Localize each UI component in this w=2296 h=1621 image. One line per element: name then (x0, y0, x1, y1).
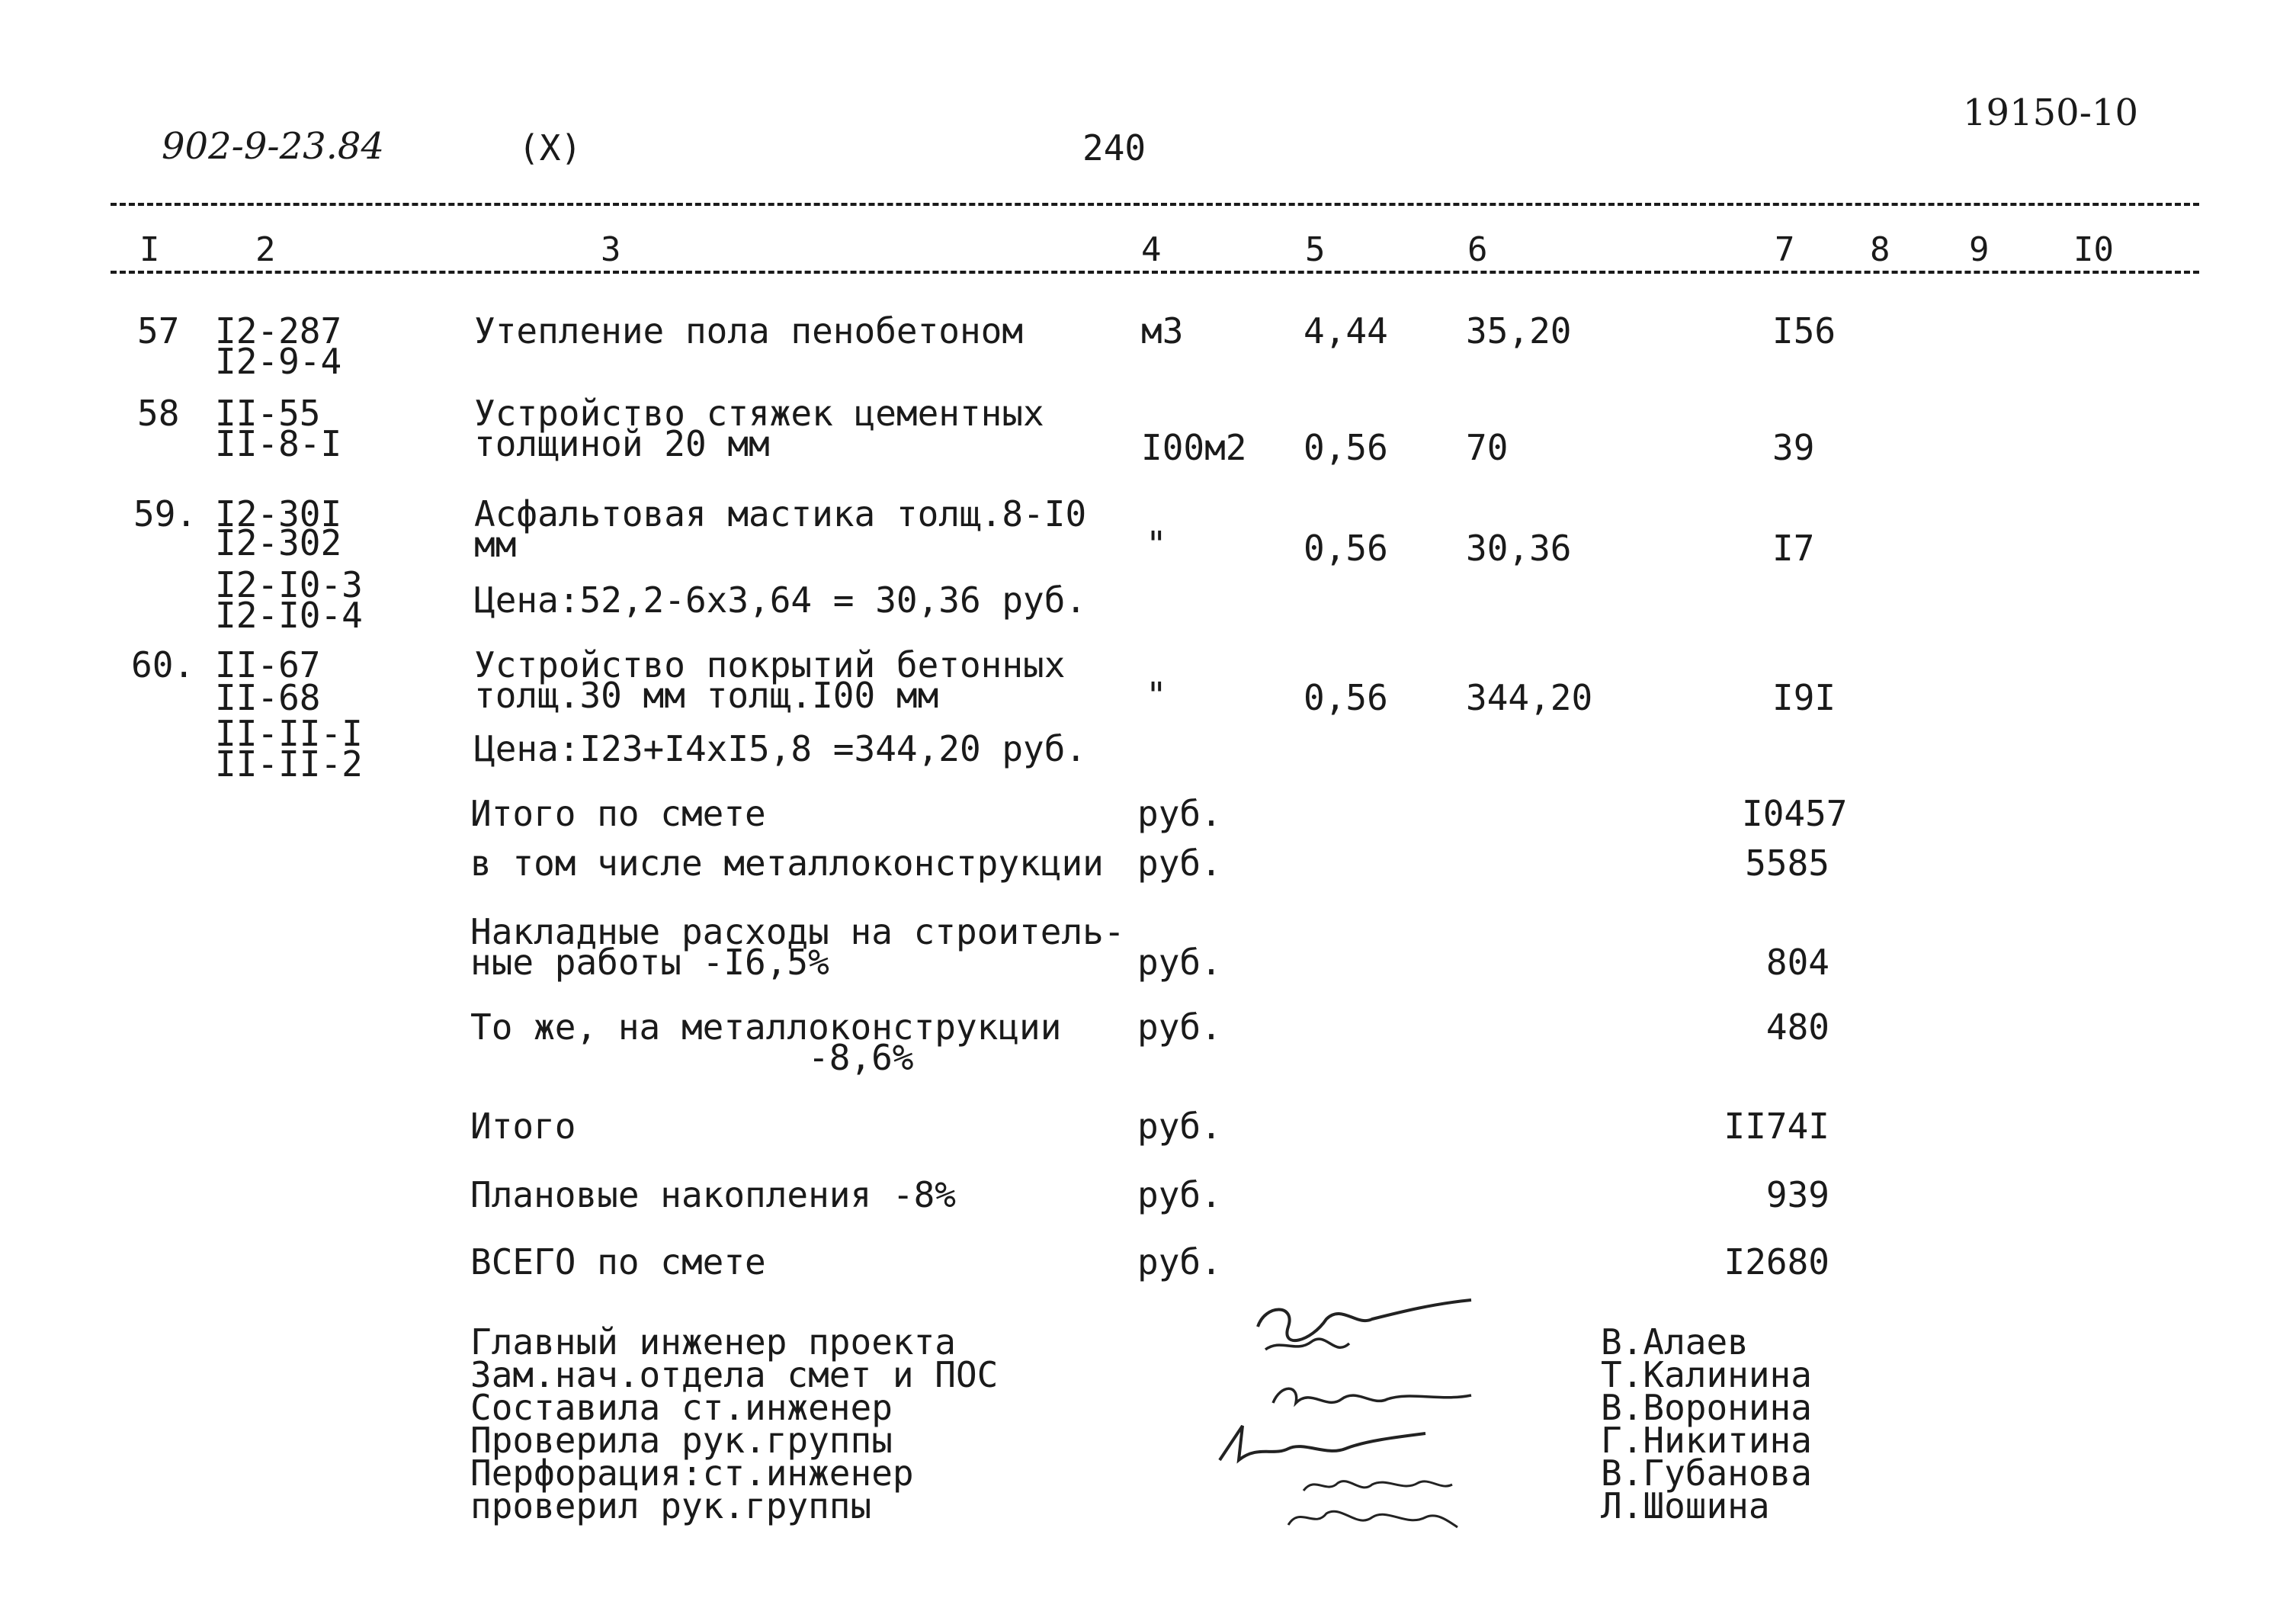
handwritten-signature (1250, 1296, 1479, 1383)
signatory-role: Составила ст.инженер (470, 1387, 893, 1428)
summary-label: -8,6% (808, 1037, 914, 1078)
signatory-role: проверил рук.группы (470, 1485, 872, 1526)
summary-amount: 480 (1765, 1006, 1829, 1048)
col-header-1: I (139, 230, 160, 269)
quantity: 0,56 (1304, 427, 1388, 468)
summary-amount: II74I (1724, 1106, 1829, 1147)
col-header-7: 7 (1775, 230, 1795, 269)
quantity: 4,44 (1304, 310, 1388, 351)
summary-label: в том числе металлоконструкции (470, 843, 1104, 884)
row-number: 58 (137, 393, 180, 434)
signatory-name: В.Алаев (1601, 1321, 1749, 1363)
header-rule-bottom (111, 271, 2199, 274)
quantity: 0,56 (1304, 528, 1388, 569)
signatory-name: В.Губанова (1601, 1452, 1812, 1494)
norm-code: I2-30I (215, 493, 342, 534)
sheet-code: 19150-10 (1963, 91, 2138, 134)
summary-amount: I2680 (1724, 1241, 1829, 1282)
summary-unit: руб. (1137, 1174, 1222, 1215)
col-header-4: 4 (1141, 230, 1162, 269)
col-header-10: I0 (2073, 230, 2114, 269)
summary-unit: руб. (1137, 843, 1222, 884)
col-header-2: 2 (255, 230, 276, 269)
summary-amount: 5585 (1745, 843, 1829, 884)
col-header-3: 3 (601, 230, 621, 269)
row-number: 60. (131, 644, 195, 685)
handwritten-signature (1281, 1498, 1464, 1539)
summary-unit: руб. (1137, 1006, 1222, 1048)
norm-code: I2-287 (215, 310, 342, 351)
norm-code: II-8-I (215, 423, 342, 464)
page-number: 240 (1082, 127, 1146, 169)
work-description: Устройство покрытий бетонных (474, 644, 1066, 685)
row-total: 39 (1772, 427, 1815, 468)
unit-ditto: " (1146, 675, 1167, 716)
work-description: мм (474, 524, 517, 565)
quantity: 0,56 (1304, 677, 1388, 718)
summary-unit: руб. (1137, 793, 1222, 834)
summary-amount: 804 (1765, 942, 1829, 983)
summary-label: ВСЕГО по смете (470, 1241, 766, 1282)
summary-label: Плановые накопления -8% (470, 1174, 956, 1215)
unit: м3 (1141, 310, 1184, 351)
row-total: I7 (1772, 528, 1815, 569)
unit: I00м2 (1141, 427, 1247, 468)
summary-label: Накладные расходы на строитель- (470, 911, 1125, 952)
unit-ditto: " (1146, 524, 1167, 565)
header-rule-top (111, 203, 2199, 206)
summary-unit: руб. (1137, 1241, 1222, 1282)
col-header-6: 6 (1467, 230, 1488, 269)
price-note: Цена:52,2-6х3,64 = 30,36 руб. (474, 579, 1087, 621)
work-description: толщиной 20 мм (474, 423, 770, 464)
col-header-8: 8 (1870, 230, 1890, 269)
work-description: Утепление пола пенобетоном (474, 310, 1024, 351)
norm-code: II-68 (215, 677, 321, 718)
norm-code: II-II-I (215, 713, 363, 754)
signatory-role: Зам.нач.отдела смет и ПОС (470, 1354, 999, 1395)
row-total: I9I (1772, 677, 1836, 718)
unit-price: 30,36 (1466, 528, 1572, 569)
summary-unit: руб. (1137, 942, 1222, 983)
work-description: толщ.30 мм толщ.I00 мм (474, 675, 939, 716)
norm-code: I2-302 (215, 522, 342, 563)
norm-code: I2-9-4 (215, 341, 342, 382)
doc-code: 902-9-23.84 (162, 125, 385, 168)
row-number: 59. (133, 493, 197, 534)
unit-price: 344,20 (1466, 677, 1593, 718)
variant-mark: (X) (518, 127, 582, 169)
col-header-9: 9 (1969, 230, 1990, 269)
col-header-5: 5 (1305, 230, 1326, 269)
row-total: I56 (1772, 310, 1836, 351)
signatory-role: Проверила рук.группы (470, 1420, 893, 1461)
price-note: Цена:I23+I4хI5,8 =344,20 руб. (474, 728, 1087, 769)
summary-amount: 939 (1765, 1174, 1829, 1215)
summary-label: Итого (470, 1106, 576, 1147)
signatory-role: Главный инженер проекта (470, 1321, 956, 1363)
signatory-role: Перфорация:ст.инженер (470, 1452, 914, 1494)
summary-unit: руб. (1137, 1106, 1222, 1147)
norm-code: II-67 (215, 644, 321, 685)
norm-code: I2-I0-4 (215, 595, 363, 636)
work-description: Устройство стяжек цементных (474, 393, 1044, 434)
signatory-name: Л.Шошина (1601, 1485, 1770, 1526)
norm-code: II-55 (215, 393, 321, 434)
signatory-name: В.Воронина (1601, 1387, 1812, 1428)
summary-amount: I0457 (1742, 793, 1848, 834)
work-description: Асфальтовая мастика толщ.8-I0 (474, 493, 1087, 534)
norm-code: I2-I0-3 (215, 564, 363, 605)
norm-code: II-II-2 (215, 743, 363, 785)
summary-label: ные работы -I6,5% (470, 942, 829, 983)
row-number: 57 (137, 310, 180, 351)
summary-label: Итого по смете (470, 793, 766, 834)
unit-price: 35,20 (1466, 310, 1572, 351)
signatory-name: Т.Калинина (1601, 1354, 1812, 1395)
unit-price: 70 (1466, 427, 1509, 468)
signatory-name: Г.Никитина (1601, 1420, 1812, 1461)
summary-label: То же, на металлоконструкции (470, 1006, 1062, 1048)
